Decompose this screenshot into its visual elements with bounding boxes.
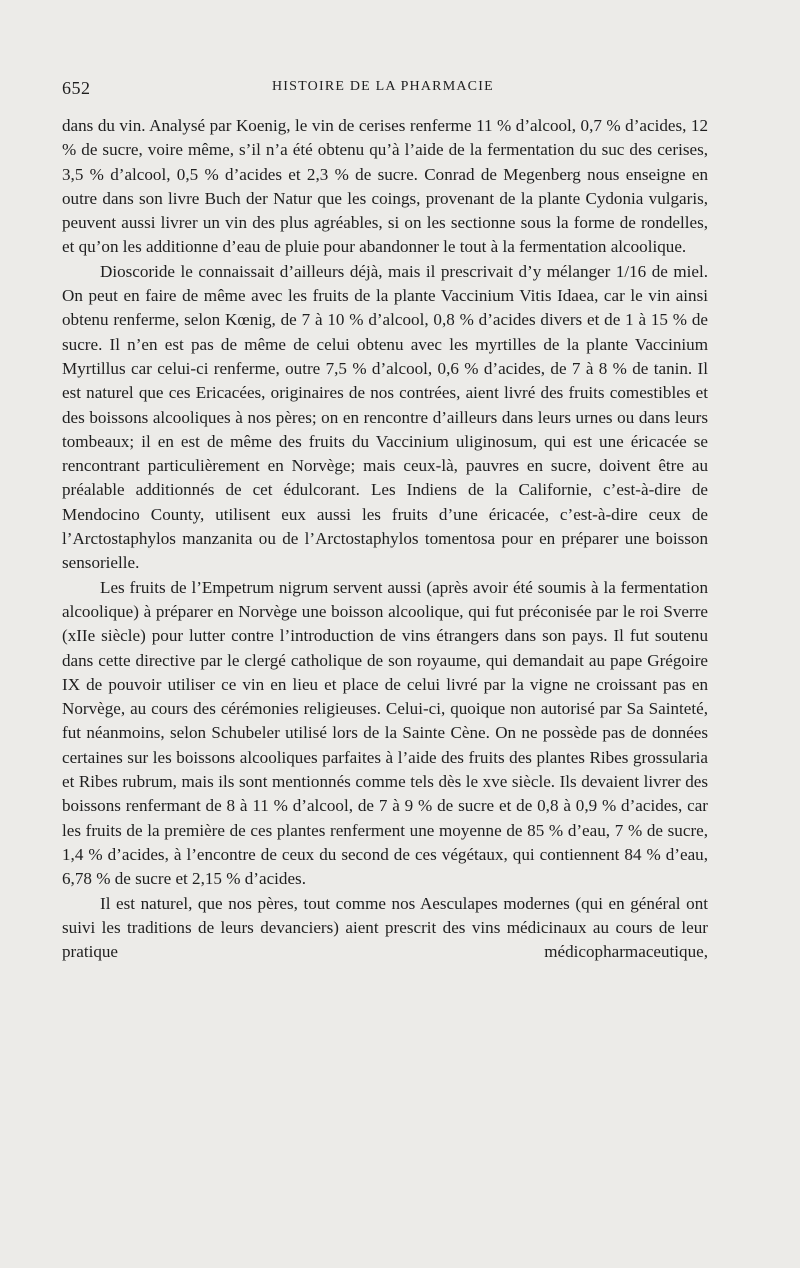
- paragraph-3: Les fruits de l’Empetrum nigrum servent aussi (après avoir été soumis à la fermentation alcoolique) à préparer en Norvège une boisson alcoolique, qui fut préconisée par le roi Sverre (xIIe siècle) pour lutter contre l’introduction de vins étrangers dans son pays. Il fut soutenu dans cette directive par le clergé catholique de son royaume, qui demandait au pape Grégoire IX de pouvoir utiliser ce vin en lieu et place de celui livré par la vigne ne croissant pas en Norvège, au cours des cérémonies religieuses. Celui-ci, quoique non autorisé par Sa Sainteté, fut néanmoins, selon Schubeler utilisé lors de la Sainte Cène. On ne possède pas de données certaines sur les boissons alcooliques parfaites à l’aide des fruits des plantes Ribes grossularia et Ribes rubrum, mais ils sont mentionnés comme tels dès le xve siècle. Ils devaient livrer des boissons renfermant de 8 à 11 % d’alcool, de 7 à 9 % de sucre et de 0,8 à 0,9 % d’acides, car les fruits de la première de ces plantes renferment une moyenne de 85 % d’eau, 7 % de sucre, 1,4 % d’acides, à l’encontre de ceux du second de ces végétaux, qui contiennent 84 % d’eau, 6,78 % de sucre et 2,15 % d’acides.: [62, 577, 708, 889]
- paragraph-4: Il est naturel, que nos pères, tout comme nos Aesculapes modernes (qui en général ont suivi les traditions de leurs devanciers) aient prescrit des vins médicinaux au cours de leur pratique médicopharmaceutique,: [62, 893, 708, 962]
- page-number: 652: [62, 78, 91, 98]
- page-header: [62, 78, 722, 102]
- running-head: HISTOIRE DE LA PHARMACIE: [272, 79, 494, 94]
- paragraph-1: dans du vin. Analysé par Koenig, le vin de cerises renferme 11 % d’alcool, 0,7 % d’acides, 12 % de sucre, voire même, s’il n’a été obtenu qu’à l’aide de la fermentation du suc des cerises, 3,5 % d’alcool, 0,5 % d’acides et 2,3 % de sucre. Conrad de Megenberg nous enseigne en outre dans son livre Buch der Natur que les coings, provenant de la plante Cydonia vulgaris, peuvent aussi livrer un vin des plus agréables, si on les sectionne sous la forme de rondelles, et qu’on les additionne d’eau de pluie pour abandonner le tout à la fermentation alcoolique.: [62, 116, 708, 257]
- body-text: [62, 114, 708, 964]
- paragraph-2: Dioscoride le connaissait d’ailleurs déjà, mais il prescrivait d’y mélanger 1/16 de miel. On peut en faire de même avec les fruits de la plante Vaccinium Vitis Idaea, car le vin ainsi obtenu renferme, selon Kœnig, de 7 à 10 % d’alcool, 0,8 % d’acides divers et de 1 à 15 % de sucre. Il n’en est pas de même de celui obtenu avec les myrtilles de la plante Vaccinium Myrtillus car celui-ci renferme, outre 7,5 % d’alcool, 0,6 % d’acides, de 7 à 8 % de tanin. Il est naturel que ces Ericacées, originaires de nos contrées, aient livré des fruits comestibles et des boissons alcooliques à nos pères; on en rencontre d’ailleurs dans leurs urnes ou dans leurs tombeaux; il en est de même des fruits du Vaccinium uliginosum, qui est une éricacée se rencontrant particulièrement en Norvège; mais ceux-là, pauvres en sucre, doivent être au préalable additionnés de cet édulcorant. Les Indiens de la Californie, c’est-à-dire de Mendocino County, utilisent eux aussi les fruits d’une éricacée, c’est-à-dire ceux de l’Arctostaphylos manzanita ou de l’Arctostaphylos tomentosa pour en préparer une boisson sensorielle.: [62, 261, 708, 573]
